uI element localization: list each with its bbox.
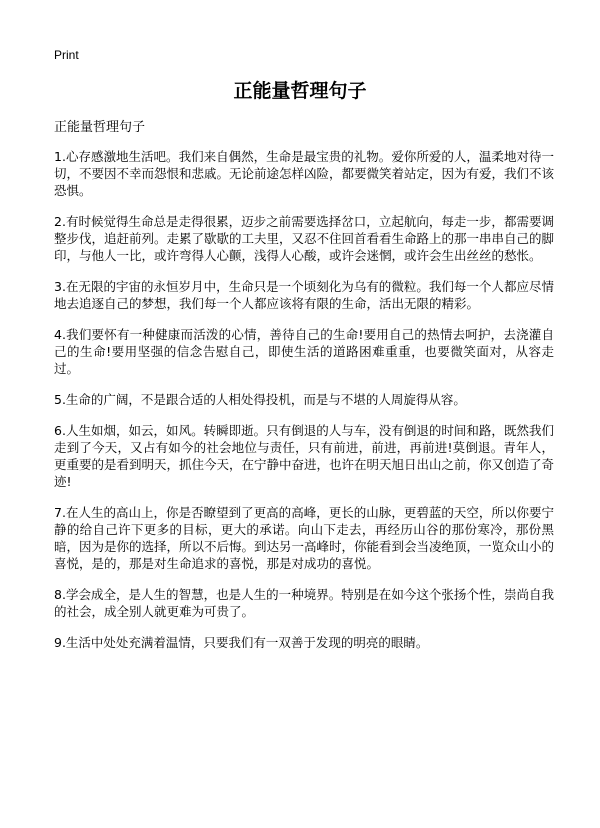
page-title: 正能量哲理句子 bbox=[233, 80, 367, 102]
print-link[interactable]: Print bbox=[54, 48, 79, 62]
article-subtitle: 正能量哲理句子 bbox=[54, 120, 146, 135]
paragraph-8: 8.学会成全，是人生的智慧，也是人生的一种境界。特别是在如今这个张扬个性，崇尚自我的社会，成全别人就更难为可贵了。 bbox=[54, 587, 554, 619]
article-body bbox=[54, 148, 554, 665]
paragraph-9: 9.生活中处处充满着温情，只要我们有一双善于发现的明亮的眼睛。 bbox=[54, 635, 429, 650]
paragraph-6: 6.人生如烟，如云，如风。转瞬即逝。只有倒退的人与车，没有倒退的时间和路，既然我们走到了今天，又占有如今的社会地位与责任，只有前进，前进，再前进!莫倒退。青年人，更重要的是看到明天，抓住今天，在宁静中奋进，也许在明天旭日出山之前，你又创造了奇迹! bbox=[54, 423, 555, 489]
paragraph-3: 3.在无限的宇宙的永恒岁月中，生命只是一个顷刻化为乌有的微粒。我们每一个人都应尽情地去追逐自己的梦想，我们每一个人都应该将有限的生命，活出无限的精彩。 bbox=[54, 279, 554, 311]
paragraph-1: 1.心存感激地生活吧。我们来自偶然，生命是最宝贵的礼物。爱你所爱的人，温柔地对待一切，不要因不幸而怨恨和悲戚。无论前途怎样凶险，都要微笑着站定，因为有爱，我们不该恐惧。 bbox=[54, 149, 555, 198]
paragraph-7: 7.在人生的高山上，你是否瞭望到了更高的高峰，更长的山脉，更碧蓝的天空，所以你要宁静的给自己许下更多的目标，更大的承诺。向山下走去，再经历山谷的那份寒冷，那份黑暗，因为是你的选择，所以不后悔。到达另一高峰时，你能看到会当凌绝顶，一览众山小的喜悦，是的，那是对生命追求的喜悦，那是对成功的喜悦。 bbox=[54, 505, 555, 571]
paragraph-5: 5.生命的广阔，不是跟合适的人相处得投机，而是与不堪的人周旋得从容。 bbox=[54, 392, 466, 407]
paragraph-2: 2.有时候觉得生命总是走得很累，迈步之前需要选择岔口，立起航向，每走一步，都需要调整步伐，追赶前列。走累了歇歇的工夫里，又忍不住回首看看生命路上的那一串串自己的脚印，与他人一比，或许弯得人心颤，浅得人心酸，或许会迷惘，或许会生出丝丝的愁怅。 bbox=[54, 214, 555, 263]
paragraph-4: 4.我们要怀有一种健康而活泼的心情，善待自己的生命!要用自己的热情去呵护，去浇灌自己的生命!要用坚强的信念告慰自己，即使生活的道路困难重重，也要微笑面对，从容走过。 bbox=[54, 327, 554, 376]
